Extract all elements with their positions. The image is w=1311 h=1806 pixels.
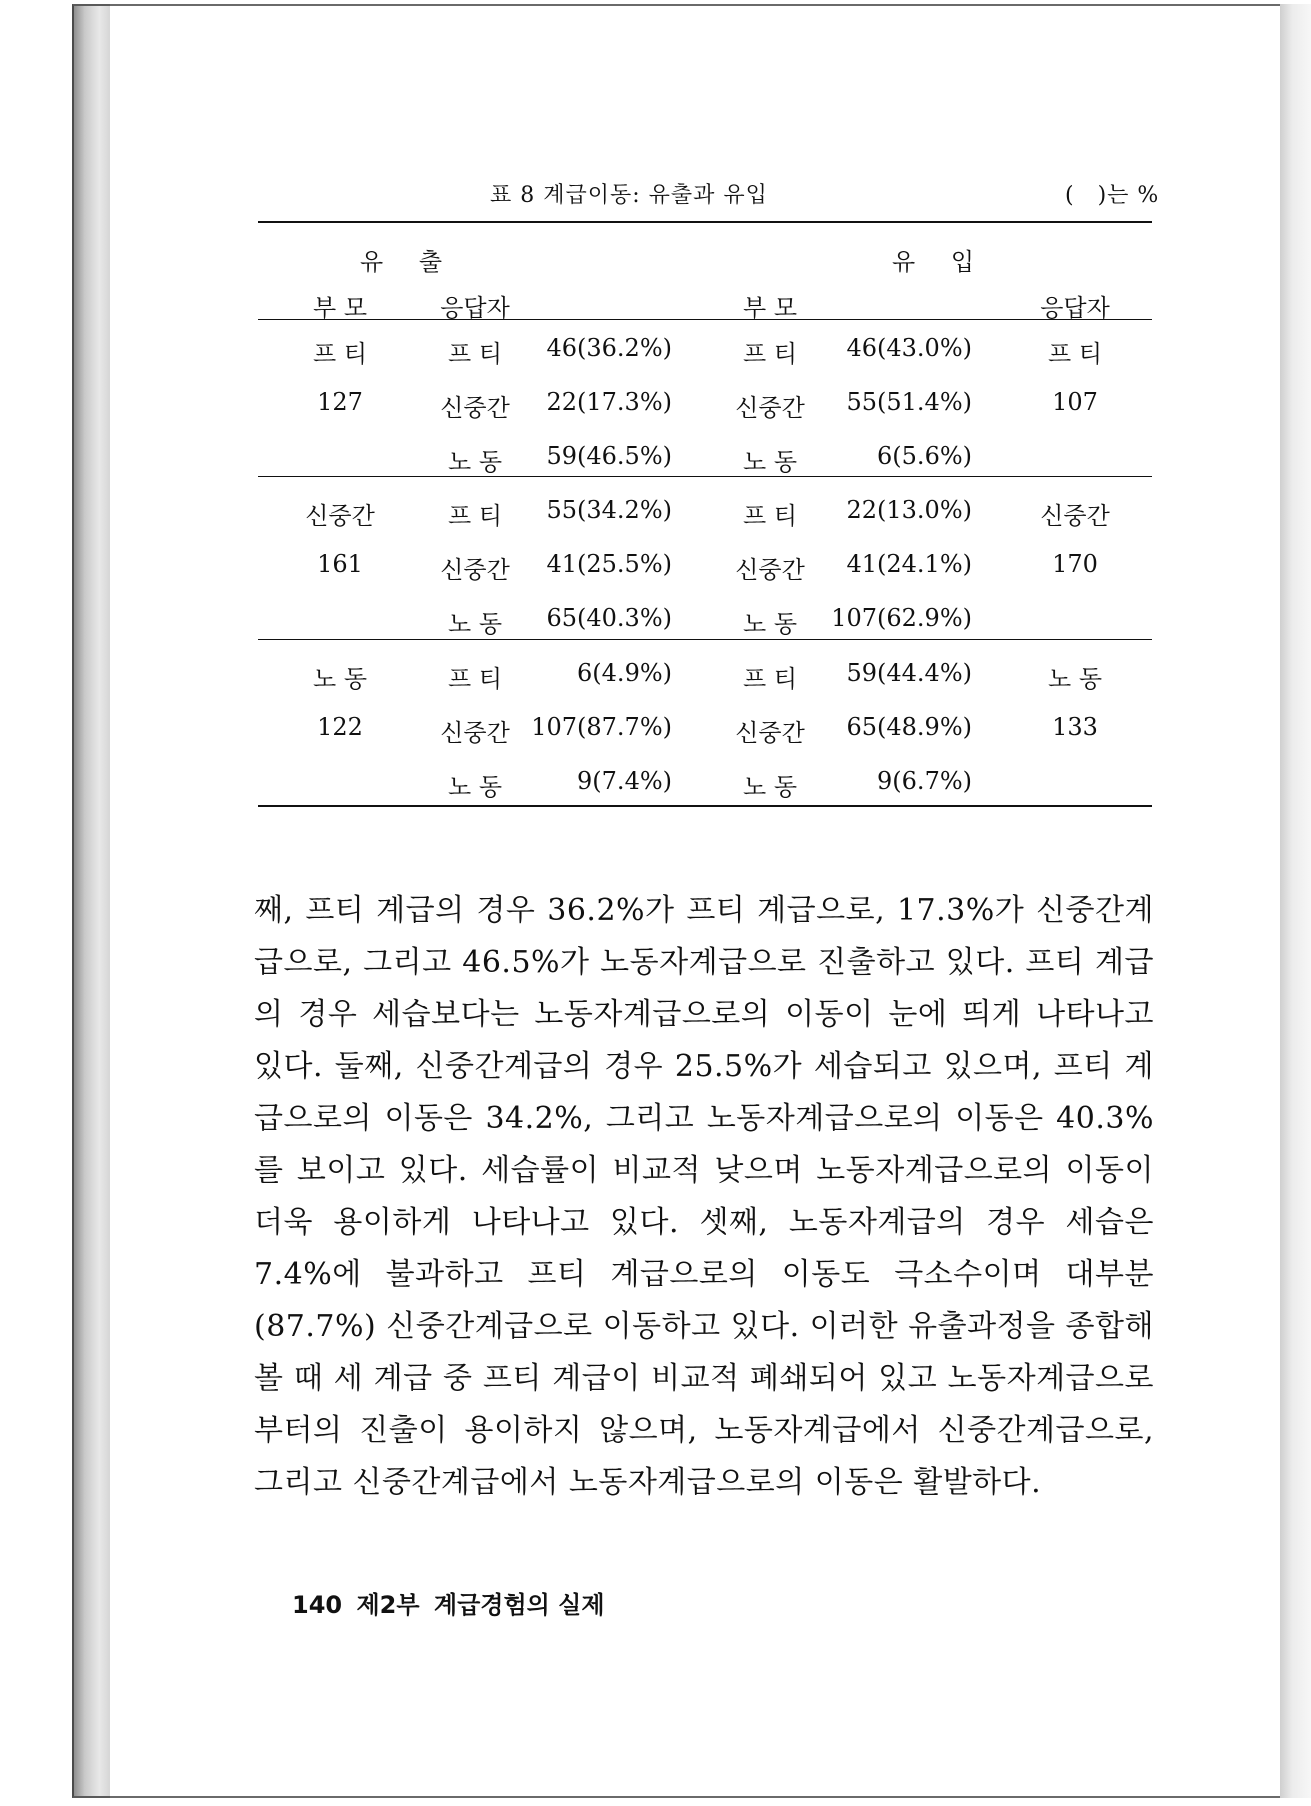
row-out-value: 22(17.3%) — [546, 388, 672, 416]
row-in-value: 22(13.0%) — [846, 496, 972, 524]
row-out-value: 41(25.5%) — [546, 550, 672, 578]
header-inflow: 유 입 — [892, 248, 988, 276]
group-parent-total: 127 — [317, 388, 363, 416]
row-out-value: 55(34.2%) — [546, 496, 672, 524]
row-in-class: 노 동 — [743, 610, 797, 638]
row-in-value: 46(43.0%) — [846, 334, 972, 362]
group-parent-total: 161 — [317, 550, 363, 578]
group-respondent-label: 프 티 — [1048, 340, 1102, 368]
row-in-class: 노 동 — [743, 773, 797, 801]
row-out-class: 신중간 — [440, 719, 510, 747]
group-parent-label: 노 동 — [313, 665, 367, 693]
row-in-class: 프 티 — [743, 502, 797, 530]
row-in-class: 프 티 — [743, 340, 797, 368]
row-in-value: 107(62.9%) — [831, 604, 972, 632]
row-in-value: 65(48.9%) — [846, 713, 972, 741]
page-number: 140 — [292, 1591, 343, 1619]
page-edge — [1280, 4, 1311, 1798]
header-inflow-parent: 부 모 — [743, 294, 797, 322]
part-number: 제2부 — [356, 1591, 420, 1619]
row-in-class: 노 동 — [743, 448, 797, 476]
header-outflow: 유 출 — [360, 248, 456, 276]
book-spine — [72, 4, 110, 1798]
running-footer — [292, 1585, 605, 1620]
header-inflow-respondent: 응답자 — [1040, 294, 1110, 322]
body-paragraph: 째, 프티 계급의 경우 36.2%가 프티 계급으로, 17.3%가 신중간계급으로, 그리고 46.5%가 노동자계급으로 진출하고 있다. 프티 계급의 경우 세습보다는 노동자계급으로의 이동이 눈에 띄게 나타나고 있다. 둘째, 신중간계급의 경우 25.5%가 세습되고 있으며, 프티 계급으로의 이동은 34.2%, 그리고 노동자계급으로의 이동은 40.3%를 보이고 있다. 세습률이 비교적 낮으며 노동자계급으로의 이동이 더욱 용이하게 나타나고 있다. 셋째, 노동자계급의 경우 세습은 7.4%에 불과하고 프티 계급으로의 이동도 극소수이며 대부분(87.7%) 신중간계급으로 이동하고 있다. 이러한 유출과정을 종합해 볼 때 세 계급 중 프티 계급이 비교적 폐쇄되어 있고 노동자계급으로부터의 진출이 용이하지 않으며, 노동자계급에서 신중간계급으로, 그리고 신중간계급에서 노동자계급으로의 이동은 활발하다. — [254, 893, 1154, 1500]
row-in-value: 9(6.7%) — [877, 767, 972, 795]
row-out-value: 59(46.5%) — [546, 442, 672, 470]
row-in-value: 59(44.4%) — [846, 659, 972, 687]
header-outflow-respondent: 응답자 — [440, 294, 510, 322]
table-title: 표 8 계급이동: 유출과 유입 — [490, 183, 768, 208]
header-outflow-parent: 부 모 — [313, 294, 367, 322]
row-in-class: 신중간 — [735, 394, 805, 422]
row-in-value: 6(5.6%) — [877, 442, 972, 470]
group-respondent-total: 133 — [1052, 713, 1098, 741]
row-in-class: 신중간 — [735, 556, 805, 584]
row-out-class: 노 동 — [448, 610, 502, 638]
group-parent-label: 프 티 — [313, 340, 367, 368]
row-out-value: 6(4.9%) — [577, 659, 672, 687]
table-group-rule — [258, 476, 1152, 477]
table-header-rule — [258, 319, 1152, 320]
group-respondent-label: 노 동 — [1048, 665, 1102, 693]
body-text — [254, 885, 1154, 1509]
row-out-class: 신중간 — [440, 556, 510, 584]
row-out-class: 프 티 — [448, 502, 502, 530]
table-group-rule — [258, 639, 1152, 640]
table-bottom-rule — [258, 805, 1152, 807]
row-out-class: 프 티 — [448, 665, 502, 693]
group-parent-total: 122 — [317, 713, 363, 741]
row-out-value: 65(40.3%) — [546, 604, 672, 632]
row-out-class: 프 티 — [448, 340, 502, 368]
row-out-value: 107(87.7%) — [531, 713, 672, 741]
table-top-rule — [258, 221, 1152, 223]
row-out-class: 노 동 — [448, 448, 502, 476]
row-in-class: 프 티 — [743, 665, 797, 693]
row-in-value: 41(24.1%) — [846, 550, 972, 578]
row-out-class: 노 동 — [448, 773, 502, 801]
group-respondent-total: 170 — [1052, 550, 1098, 578]
row-out-value: 9(7.4%) — [577, 767, 672, 795]
table-unit-note: ( )는 % — [1065, 183, 1160, 208]
row-out-value: 46(36.2%) — [546, 334, 672, 362]
part-title: 계급경험의 실제 — [433, 1591, 605, 1619]
group-respondent-total: 107 — [1052, 388, 1098, 416]
row-in-class: 신중간 — [735, 719, 805, 747]
group-parent-label: 신중간 — [305, 502, 375, 530]
row-out-class: 신중간 — [440, 394, 510, 422]
group-respondent-label: 신중간 — [1040, 502, 1110, 530]
row-in-value: 55(51.4%) — [846, 388, 972, 416]
